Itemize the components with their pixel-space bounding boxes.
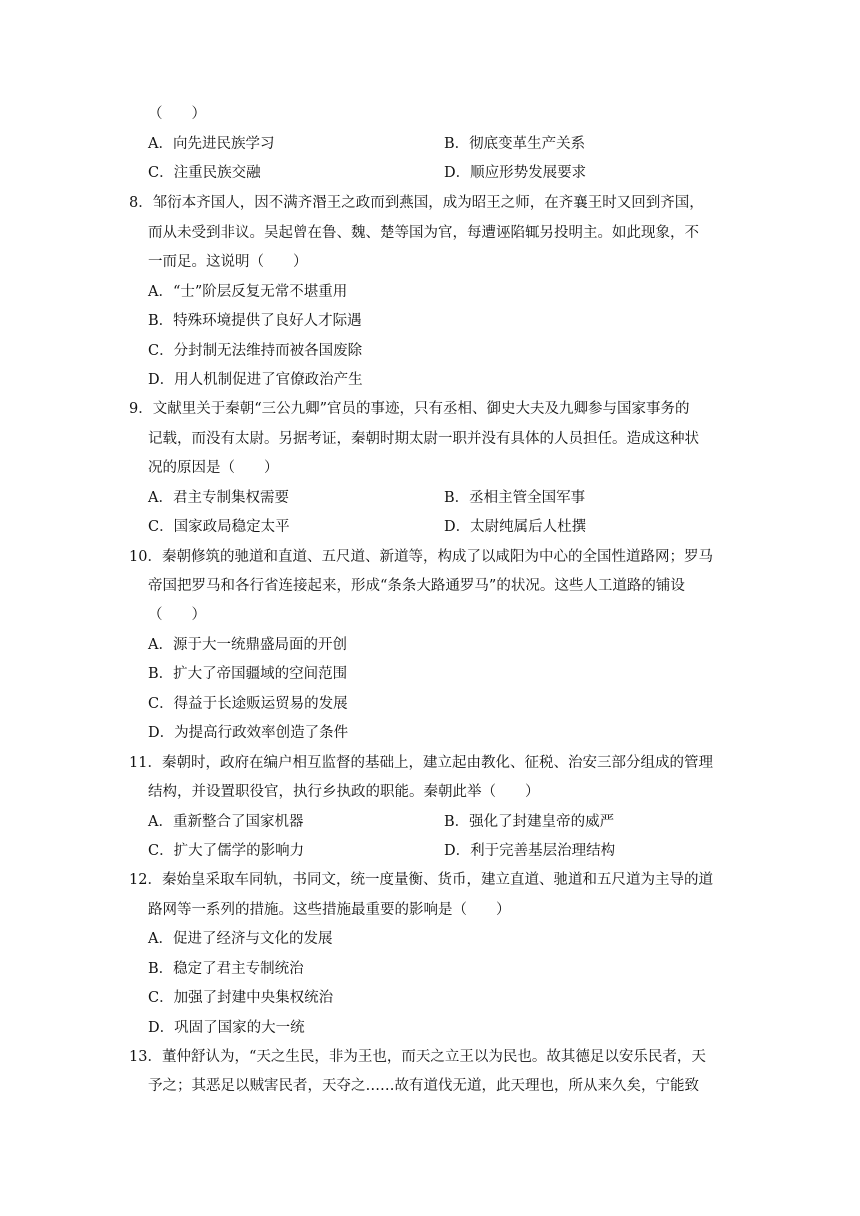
q12-stem-line-1: 12．秦始皇采取车同轨，书同文，统一度量衡、货币，建立直道、驰道和五尺道为主导的道: [129, 872, 713, 888]
q8-option-b: B．特殊环境提供了良好人才际遇: [148, 313, 362, 329]
q11-option-c: C．扩大了儒学的影响力: [148, 843, 305, 859]
q8-option-a: A．“士”阶层反复无常不堪重用: [148, 284, 348, 300]
q11-option-b: B．强化了封建皇帝的威严: [444, 814, 615, 830]
q9-stem-line-3: 况的原因是（ ）: [148, 460, 279, 476]
q10-stem-line-2: 帝国把罗马和各行省连接起来，形成“条条大路通罗马”的状况。这些人工道路的铺设: [148, 578, 685, 594]
q10-stem-line-3: （ ）: [148, 607, 206, 623]
q13-stem-line-1: 13．董仲舒认为，“天之生民，非为王也，而天之立王以为民也。故其德足以安乐民者，天: [129, 1049, 706, 1065]
q11-option-a: A．重新整合了国家机器: [148, 814, 304, 830]
q7-option-d: D．顺应形势发展要求: [444, 165, 587, 181]
q9-option-b: B．丞相主管全国军事: [444, 490, 586, 506]
q9-option-c: C．国家政局稳定太平: [148, 519, 290, 535]
q12-option-d: D．巩固了国家的大一统: [148, 1020, 305, 1036]
q10-option-d: D．为提高行政效率创造了条件: [148, 725, 349, 741]
q12-option-a: A．促进了经济与文化的发展: [148, 931, 333, 947]
q9-option-d: D．太尉纯属后人杜撰: [444, 519, 587, 535]
q12-option-c: C．加强了封建中央集权统治: [148, 990, 334, 1006]
q7-option-c: C．注重民族交融: [148, 165, 261, 181]
q8-stem-line-2: 而从未受到非议。吴起曾在鲁、魏、楚等国为官，每遭诬陷辄另投明主。如此现象，不: [148, 225, 699, 241]
q12-stem-line-2: 路网等一系列的措施。这些措施最重要的影响是（ ）: [148, 902, 511, 918]
q10-option-c: C．得益于长途贩运贸易的发展: [148, 696, 348, 712]
q10-stem-line-1: 10．秦朝修筑的驰道和直道、五尺道、新道等，构成了以咸阳为中心的全国性道路网；罗马: [129, 549, 713, 565]
q10-option-a: A．源于大一统鼎盛局面的开创: [148, 637, 347, 653]
q13-stem-line-2: 予之；其恶足以贼害民者，天夺之……故有道伐无道，此天理也，所从来久矣，宁能致: [148, 1078, 699, 1094]
q8-stem-line-3: 一而足。这说明（ ）: [148, 254, 308, 270]
q10-option-b: B．扩大了帝国疆域的空间范围: [148, 666, 348, 682]
q9-option-a: A．君主专制集权需要: [148, 490, 289, 506]
q7-option-b: B．彻底变革生产关系: [444, 136, 586, 152]
q11-stem-line-2: 结构，并设置职役官，执行乡执政的职能。秦朝此举（ ）: [148, 784, 540, 800]
q9-stem-line-1: 9．文献里关于秦朝“三公九卿”官员的事迹，只有丞相、御史大夫及九卿参与国家事务的: [129, 401, 690, 417]
q8-option-d: D．用人机制促进了官僚政治产生: [148, 372, 363, 388]
q12-option-b: B．稳定了君主专制统治: [148, 961, 304, 977]
q11-stem-line-1: 11．秦朝时，政府在编户相互监督的基础上，建立起由教化、征税、治安三部分组成的管理: [129, 755, 713, 771]
q9-stem-line-2: 记载，而没有太尉。另据考证，秦朝时期太尉一职并没有具体的人员担任。造成这种状: [148, 431, 699, 447]
q7-paren: （ ）: [148, 106, 206, 122]
q8-option-c: C．分封制无法维持而被各国废除: [148, 343, 363, 359]
q8-stem-line-1: 8．邹衍本齐国人，因不满齐湣王之政而到燕国，成为昭王之师，在齐襄王时又回到齐国，: [129, 195, 704, 211]
q11-option-d: D．利于完善基层治理结构: [444, 843, 616, 859]
q7-option-a: A．向先进民族学习: [148, 136, 275, 152]
